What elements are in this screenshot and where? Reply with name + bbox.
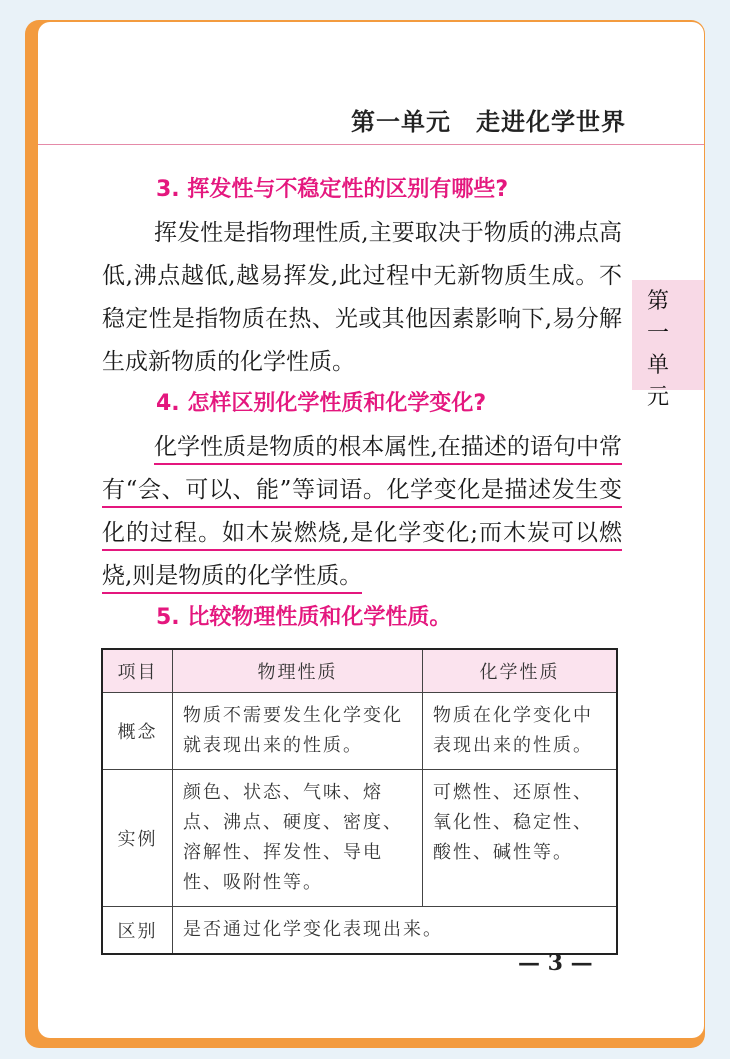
header-physical: 物理性质	[173, 649, 423, 693]
unit-side-tab	[632, 280, 704, 410]
table-row	[102, 693, 617, 770]
answer-4-underlined-text: 化学性质是物质的根本属性,在描述的语句中常有“会、可以、能”等词语。化学变化是描述发生变化的过程。如木炭燃烧,是化学变化;而木炭可以燃烧,则是物质的化学性质。	[102, 434, 622, 594]
table-row	[102, 907, 617, 955]
question-3: 3. 挥发性与不稳定性的区别有哪些?	[156, 177, 509, 202]
row-label: 概念	[102, 693, 173, 770]
side-tab-label: 第一单元	[646, 289, 669, 410]
question-5: 5. 比较物理性质和化学性质。	[156, 605, 452, 630]
physical-cell: 物质不需要发生化学变化就表现出来的性质。	[173, 693, 423, 770]
question-4: 4. 怎样区别化学性质和化学变化?	[156, 391, 487, 416]
row-label: 实例	[102, 770, 173, 907]
comparison-table	[101, 648, 618, 955]
unit-title: 第一单元 走进化学世界	[351, 108, 626, 136]
physical-cell: 颜色、状态、气味、熔点、沸点、硬度、密度、溶解性、挥发性、导电性、吸附性等。	[173, 770, 423, 907]
header-chemical: 化学性质	[423, 649, 618, 693]
page-number: — 3 —	[518, 950, 593, 976]
answer-4	[102, 426, 622, 598]
header-divider	[38, 144, 704, 145]
table-row	[102, 770, 617, 907]
chemical-cell: 物质在化学变化中表现出来的性质。	[423, 693, 618, 770]
row-label: 区别	[102, 907, 173, 955]
answer-3: 挥发性是指物理性质,主要取决于物质的沸点高低,沸点越低,越易挥发,此过程中无新物质生成。不稳定性是指物质在热、光或其他因素影响下,易分解生成新物质的化学性质。	[102, 220, 622, 375]
table-header-row	[102, 649, 617, 693]
difference-cell: 是否通过化学变化表现出来。	[173, 907, 618, 955]
book-page	[38, 22, 704, 1038]
chemical-cell: 可燃性、还原性、氧化性、稳定性、酸性、碱性等。	[423, 770, 618, 907]
header-item: 项目	[102, 649, 173, 693]
